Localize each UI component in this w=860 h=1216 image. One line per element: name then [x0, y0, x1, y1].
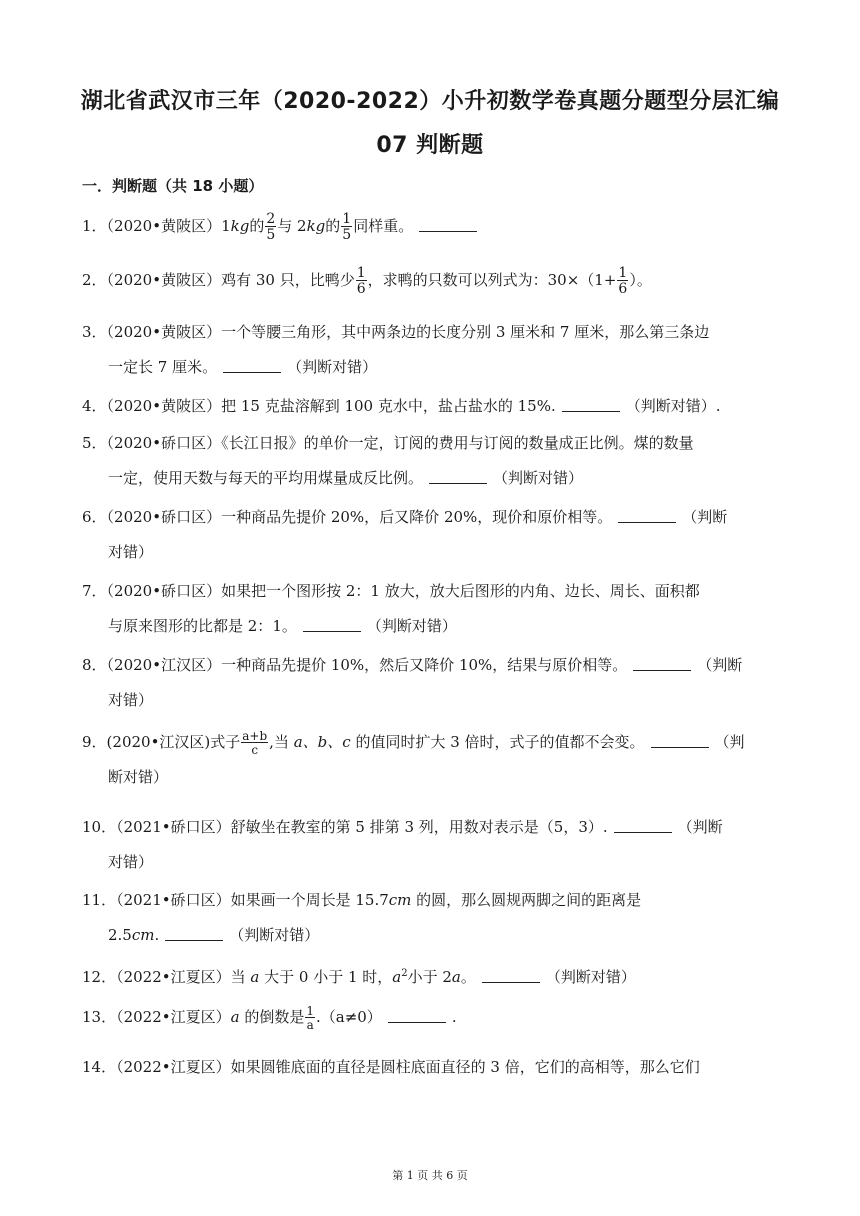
question-12: 12．（2022•江夏区）当 a 大于 0 小于 1 时，$a^2$小于 2a。 （判断对错）	[82, 968, 636, 986]
fraction: $\frac{a+b}{c}$	[242, 729, 268, 757]
question-3: 3．（2020•黄陂区）一个等腰三角形，其中两条边的长度分别 3 厘米和 7 厘米，那么第三条边 一定长 7 厘米。 （判断对错）	[82, 323, 710, 376]
question-6: 6．（2020•硚口区）一种商品先提价 20%，后又降价 20%，现价和原价相等。 （判断 对错）	[82, 508, 728, 561]
question-4: 4．（2020•黄陂区）把 15 克盐溶解到 100 克水中，盐占盐水的 15%. （判断对错）.	[82, 397, 721, 415]
question-5: 5．（2020•硚口区）《长江日报》的单价一定，订阅的费用与订阅的数量成正比例。煤的数量 一定，使用天数与每天的平均用煤量成反比例。 （判断对错）	[82, 434, 694, 487]
answer-blank[interactable]	[618, 508, 676, 523]
answer-blank[interactable]	[165, 926, 223, 941]
answer-blank[interactable]	[614, 818, 672, 833]
question-14: 14．（2022•江夏区）如果圆锥底面的直径是圆柱底面直径的 3 倍，它们的高相等，那么它们	[82, 1058, 700, 1076]
document-title: 湖北省武汉市三年（2020-2022）小升初数学卷真题分题型分层汇编	[80, 89, 780, 114]
answer-blank[interactable]	[651, 733, 709, 748]
answer-blank[interactable]	[419, 217, 477, 232]
answer-blank[interactable]	[388, 1008, 446, 1023]
document-subtitle: 07 判断题	[376, 133, 484, 158]
question-8: 8．（2020•江汉区）一种商品先提价 10%，然后又降价 10%，结果与原价相等。 （判断 对错）	[82, 656, 743, 709]
question-9: 9．(2020•江汉区)式子 $\frac{a+b}{c}$ ,当 a、b、c 的值同时扩大 3 倍时，式子的值都不会变。 （判 断对错）	[82, 729, 745, 786]
question-11: 11．（2021•硚口区）如果画一个周长是 15.7cm 的圆，那么圆规两脚之间的距离是 2.5cm. （判断对错）	[82, 891, 642, 944]
answer-blank[interactable]	[303, 617, 361, 632]
section-heading: 一．判断题（共 18 小题）	[82, 177, 264, 195]
fraction: $\frac{2}{5}$	[266, 211, 276, 243]
question-2: 2．（2020•黄陂区）鸡有 30 只，比鸭少 $\frac{1}{6}$ ，求鸭的只数可以列式为：30×（1+ $\frac{1}{6}$ ）。	[82, 265, 652, 297]
fraction: $\frac{1}{a}$	[306, 1004, 314, 1032]
fraction: $\frac{1}{6}$	[356, 265, 366, 297]
answer-blank[interactable]	[633, 656, 691, 671]
fraction: $\frac{1}{6}$	[618, 265, 628, 297]
question-13: 13．（2022•江夏区）a 的倒数是 $\frac{1}{a}$ .（a≠0） .	[82, 1004, 457, 1032]
fraction: $\frac{1}{5}$	[342, 211, 352, 243]
answer-blank[interactable]	[429, 469, 487, 484]
answer-blank[interactable]	[482, 968, 540, 983]
answer-blank[interactable]	[223, 358, 281, 373]
question-7: 7．（2020•硚口区）如果把一个图形按 2：1 放大，放大后图形的内角、边长、周长、面积都 与原来图形的比都是 2：1。 （判断对错）	[82, 582, 700, 635]
question-1: 1．（2020•黄陂区）1kg的 $\frac{2}{5}$ 与 2kg的 $\frac{1}{5}$ 同样重。	[82, 209, 782, 244]
answer-blank[interactable]	[562, 397, 620, 412]
question-10: 10．（2021•硚口区）舒敏坐在教室的第 5 排第 3 列，用数对表示是（5，3）. （判断 对错）	[82, 818, 723, 871]
page-footer: 第 1 页 共 6 页	[392, 1169, 468, 1182]
